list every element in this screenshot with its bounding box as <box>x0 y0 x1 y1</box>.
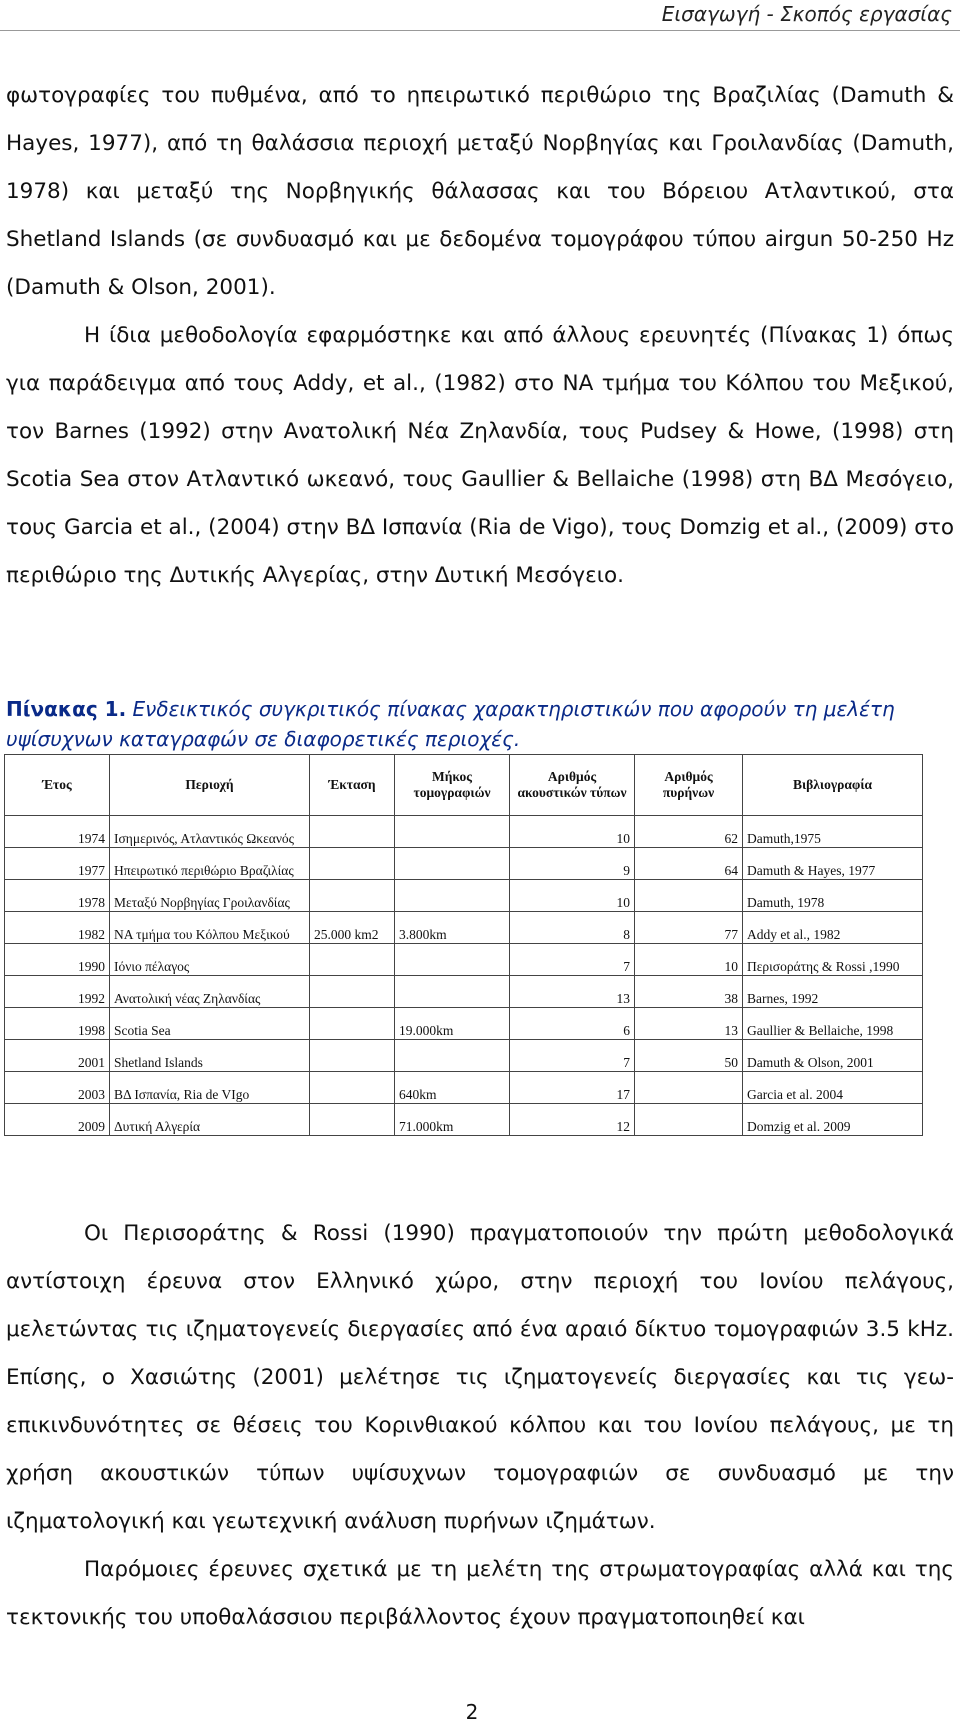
cell-length <box>395 976 510 1008</box>
cell-echo-types: 9 <box>510 848 635 880</box>
table-row <box>5 912 923 944</box>
cell-extent <box>310 1040 395 1072</box>
cell-echo-types: 10 <box>510 880 635 912</box>
cell-year: 1977 <box>5 848 110 880</box>
table-row <box>5 1008 923 1040</box>
cell-reference: Garcia et al. 2004 <box>743 1072 923 1104</box>
table-row <box>5 944 923 976</box>
cell-cores: 10 <box>635 944 743 976</box>
cell-length <box>395 944 510 976</box>
cell-length <box>395 848 510 880</box>
cell-reference: Domzig et al. 2009 <box>743 1104 923 1136</box>
cell-year: 2009 <box>5 1104 110 1136</box>
cell-echo-types: 6 <box>510 1008 635 1040</box>
header-echo-types: Αριθμός ακουστικών τύπων <box>510 755 635 816</box>
header-cores: Αριθμός πυρήνων <box>635 755 743 816</box>
table-caption <box>6 694 954 754</box>
cell-cores <box>635 1104 743 1136</box>
cell-extent <box>310 848 395 880</box>
cell-region: Shetland Islands <box>110 1040 310 1072</box>
cell-year: 2003 <box>5 1072 110 1104</box>
cell-echo-types: 13 <box>510 976 635 1008</box>
cell-echo-types: 10 <box>510 816 635 848</box>
table-row <box>5 1040 923 1072</box>
cell-echo-types: 8 <box>510 912 635 944</box>
paragraph-1: φωτογραφίες του πυθμένα, από το ηπειρωτικό περιθώριο της Βραζιλίας (Damuth & Hayes, 1977), από τη θαλάσσια περιοχή μεταξύ Νορβηγίας και Γροιλανδίας (Damuth, 1978) και μεταξύ της Νορβηγικής θάλασσας και του Βόρειου Ατλαντικού, στα Shetland Islands (σε συνδυασμό και με δεδομένα τομογράφου τύπου airgun 50-250 Hz (Damuth & Olson, 2001). <box>6 83 954 300</box>
cell-region: Ανατολική νέας Ζηλανδίας <box>110 976 310 1008</box>
cell-cores: 64 <box>635 848 743 880</box>
cell-cores: 13 <box>635 1008 743 1040</box>
header-title: Εισαγωγή - Σκοπός εργασίας <box>661 2 952 26</box>
cell-reference: Περισοράτης & Rossi ,1990 <box>743 944 923 976</box>
comparison-table <box>4 754 923 1136</box>
paragraph-4: Παρόμοιες έρευνες σχετικά με τη μελέτη της στρωματογραφίας αλλά και της τεκτονικής του υποθαλάσσιου περιβάλλοντος έχουν πραγματοποιηθεί και <box>6 1557 954 1630</box>
header-references: Βιβλιογραφία <box>743 755 923 816</box>
cell-reference: Damuth & Olson, 2001 <box>743 1040 923 1072</box>
cell-reference: Damuth, 1978 <box>743 880 923 912</box>
cell-region: Scotia Sea <box>110 1008 310 1040</box>
cell-year: 1978 <box>5 880 110 912</box>
cell-extent <box>310 976 395 1008</box>
table-row <box>5 976 923 1008</box>
cell-region: Ιόνιο πέλαγος <box>110 944 310 976</box>
cell-region: Δυτική Αλγερία <box>110 1104 310 1136</box>
cell-extent: 25.000 km2 <box>310 912 395 944</box>
header-region: Περιοχή <box>110 755 310 816</box>
cell-echo-types: 7 <box>510 944 635 976</box>
cell-year: 1990 <box>5 944 110 976</box>
cell-extent <box>310 944 395 976</box>
cell-length: 3.800km <box>395 912 510 944</box>
table-caption-text: Ενδεικτικός συγκριτικός πίνακας χαρακτηριστικών που αφορούν τη μελέτη υψίσυχνων καταγραφών σε διαφορετικές περιοχές. <box>6 697 895 751</box>
cell-echo-types: 17 <box>510 1072 635 1104</box>
cell-echo-types: 12 <box>510 1104 635 1136</box>
cell-cores: 62 <box>635 816 743 848</box>
cell-reference: Addy et al., 1982 <box>743 912 923 944</box>
paragraph-2: Η ίδια μεθοδολογία εφαρμόστηκε και από άλλους ερευνητές (Πίνακας 1) όπως για παράδειγμα από τους Addy, et al., (1982) στο ΝΑ τμήμα του Κόλπου του Μεξικού, τον Barnes (1992) στην Ανατολική Νέα Ζηλανδία, τους Pudsey & Howe, (1998) στη Scotia Sea στον Ατλαντικό ωκεανό, τους Gaullier & Bellaiche (1998) στη ΒΔ Μεσόγειο, τους Garcia et al., (2004) στην ΒΔ Ισπανία (Ria de Vigo), τους Domzig et al., (2009) στο περιθώριο της Δυτικής Αλγερίας, στην Δυτική Μεσόγειο. <box>6 323 954 588</box>
cell-cores <box>635 1072 743 1104</box>
cell-extent <box>310 880 395 912</box>
table-row <box>5 816 923 848</box>
cell-reference: Barnes, 1992 <box>743 976 923 1008</box>
cell-region: Μεταξύ Νορβηγίας Γροιλανδίας <box>110 880 310 912</box>
running-header <box>0 0 960 31</box>
table-row <box>5 1072 923 1104</box>
cell-length <box>395 816 510 848</box>
cell-extent <box>310 816 395 848</box>
cell-reference: Damuth & Hayes, 1977 <box>743 848 923 880</box>
cell-region: Ισημερινός, Ατλαντικός Ωκεανός <box>110 816 310 848</box>
cell-year: 2001 <box>5 1040 110 1072</box>
cell-region: ΒΔ Ισπανία, Ria de VIgo <box>110 1072 310 1104</box>
table-caption-label: Πίνακας 1. <box>6 697 127 721</box>
cell-cores <box>635 880 743 912</box>
cell-cores: 77 <box>635 912 743 944</box>
cell-length <box>395 1040 510 1072</box>
cell-length: 640km <box>395 1072 510 1104</box>
cell-extent <box>310 1008 395 1040</box>
header-profile-length: Μήκος τομογραφιών <box>395 755 510 816</box>
page-number: 2 <box>465 1700 479 1724</box>
cell-year: 1974 <box>5 816 110 848</box>
cell-extent <box>310 1072 395 1104</box>
cell-year: 1982 <box>5 912 110 944</box>
cell-length <box>395 880 510 912</box>
cell-cores: 38 <box>635 976 743 1008</box>
table-row <box>5 1104 923 1136</box>
cell-echo-types: 7 <box>510 1040 635 1072</box>
cell-year: 1998 <box>5 1008 110 1040</box>
cell-cores: 50 <box>635 1040 743 1072</box>
cell-length: 19.000km <box>395 1008 510 1040</box>
table-header-row <box>5 755 923 816</box>
cell-year: 1992 <box>5 976 110 1008</box>
cell-region: Ηπειρωτικό περιθώριο Βραζιλίας <box>110 848 310 880</box>
cell-region: ΝΑ τμήμα του Κόλπου Μεξικού <box>110 912 310 944</box>
paragraph-3: Οι Περισοράτης & Rossi (1990) πραγματοποιούν την πρώτη μεθοδολογικά αντίστοιχη έρευνα στον Ελληνικό χώρο, στην περιοχή του Ιονίου πελάγους, μελετώντας τις ιζηματογενείς διεργασίες από ένα αραιό δίκτυο τομογραφιών 3.5 kHz. Επίσης, ο Χασιώτης (2001) μελέτησε τις ιζηματογενείς διεργασίες και τις γεω-επικινδυνότητες σε θέσεις του Κορινθιακού κόλπου και του Ιονίου πελάγους, με τη χρήση ακουστικών τύπων υψίσυχνων τομογραφιών σε συνδυασμό με την ιζηματολογική και γεωτεχνική ανάλυση πυρήνων ιζημάτων. <box>6 1221 954 1534</box>
cell-extent <box>310 1104 395 1136</box>
cell-length: 71.000km <box>395 1104 510 1136</box>
header-year: Έτος <box>5 755 110 816</box>
table-row <box>5 880 923 912</box>
cell-reference: Gaullier & Bellaiche, 1998 <box>743 1008 923 1040</box>
header-extent: Έκταση <box>310 755 395 816</box>
table-row <box>5 848 923 880</box>
cell-reference: Damuth,1975 <box>743 816 923 848</box>
